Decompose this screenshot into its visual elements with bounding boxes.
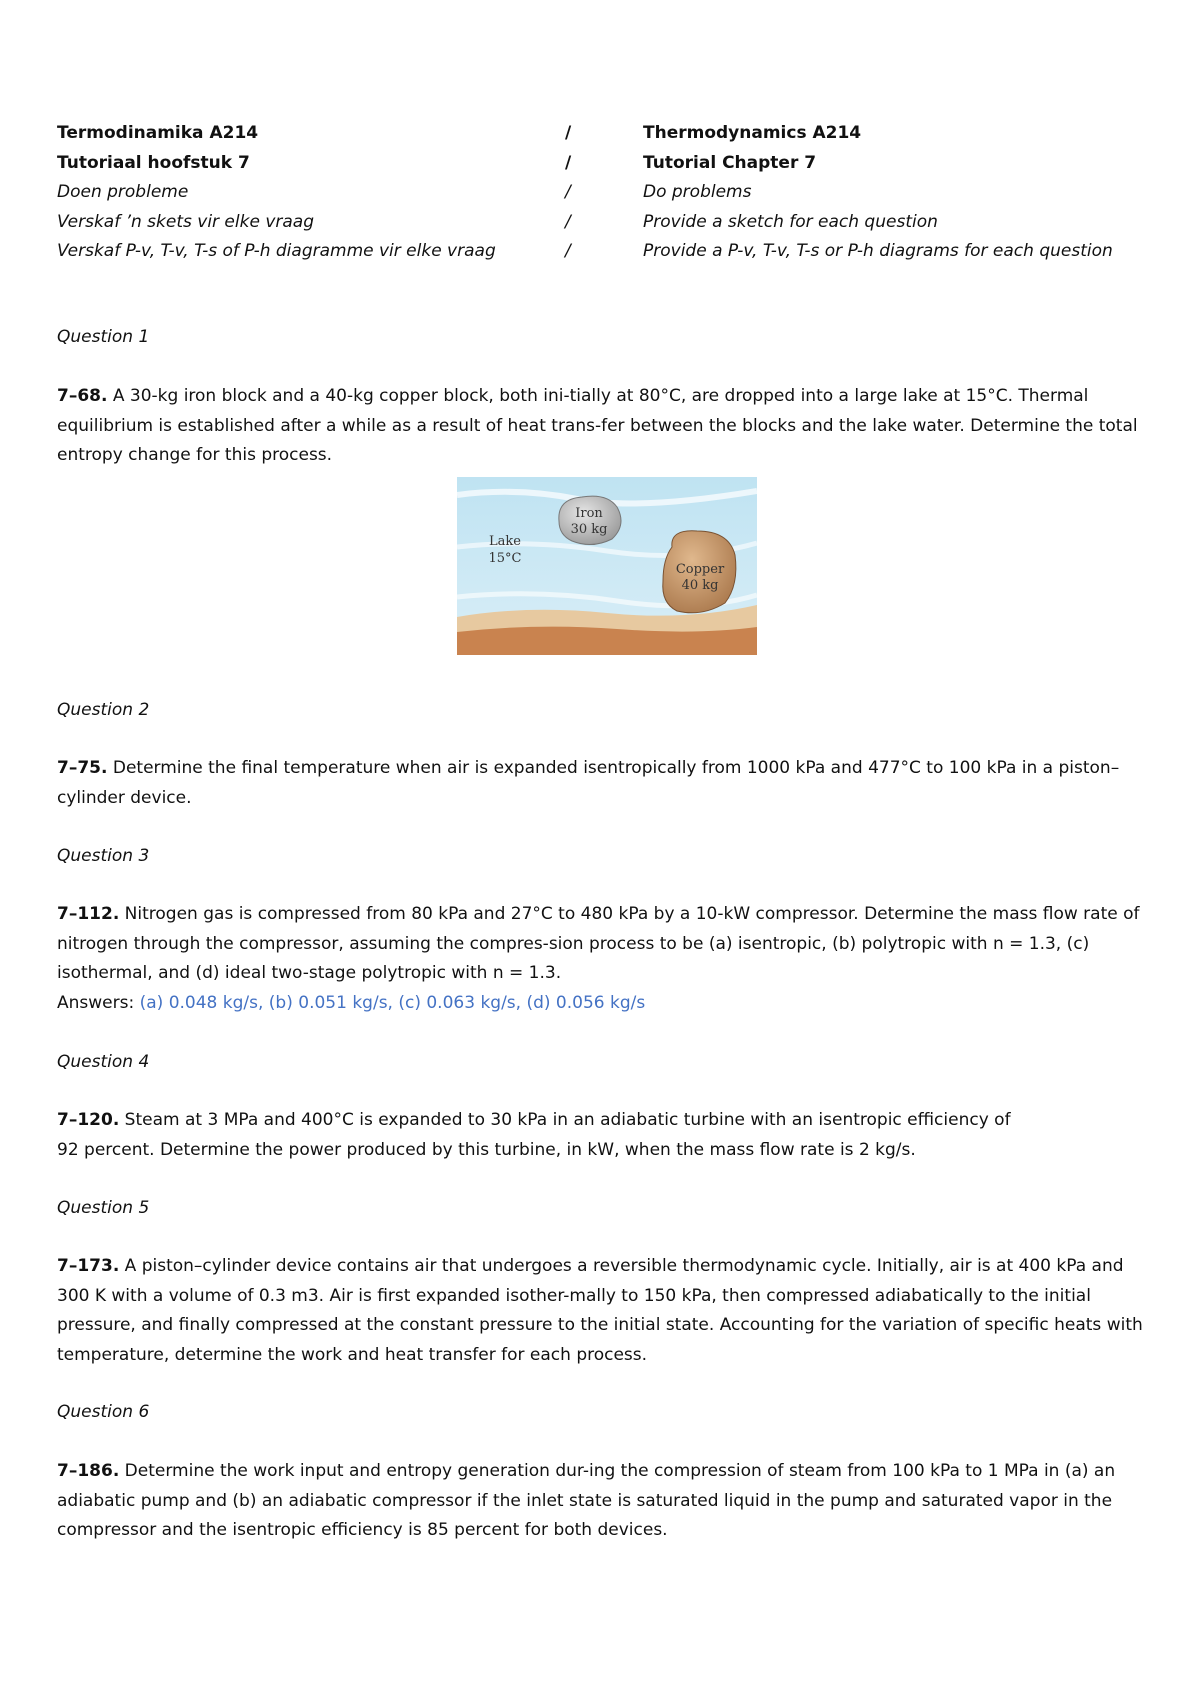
iron-mass-label: 30 kg — [570, 522, 608, 537]
question-3-body — [57, 900, 1157, 1018]
header-af-course: Termodinamika A214 — [57, 123, 259, 143]
header-slash: / — [565, 241, 571, 261]
header-slash: / — [565, 211, 571, 232]
question-6-body — [57, 1457, 1157, 1546]
header-en-diagrams: Provide a P-v, T-v, T-s or P-h diagrams for each question — [643, 241, 1113, 261]
question-1-label: Question 1 — [57, 327, 150, 347]
question-1-body — [57, 382, 1157, 471]
question-5-body — [57, 1252, 1157, 1370]
copper-mass-label: 40 kg — [681, 578, 719, 593]
question-4-body — [57, 1106, 1157, 1165]
question-1-text: A 30-kg iron block and a 40-kg copper block, both ini-tially at 80°C, are dropped into a large lake at 15°C. Thermal equilibrium is established after a while as a result of heat trans-fer between the blocks and the lake water. Determine the total entropy change for this process. — [57, 386, 1138, 465]
lake-blocks-figure — [457, 477, 757, 655]
question-5-text: A piston–cylinder device contains air that undergoes a reversible thermodynamic cycle. Initially, air is at 400 kPa and 300 K with a volume of 0.3 m3. Air is first expanded isother-mally to 150 kPa, then compressed adiabatically to the initial pressure, and finally compressed at the constant pressure to the initial state. Accounting for the variation of specific heats with temperature, determine the work and heat transfer for each process. — [57, 1256, 1143, 1365]
question-3-label: Question 3 — [57, 846, 150, 866]
lake-temp-label: 15°C — [488, 551, 522, 566]
header-slash: / — [565, 152, 572, 173]
question-2-text: Determine the final temperature when air is expanded isentropically from 1000 kPa and 477°C to 100 kPa in a piston– cylinder device. — [57, 758, 1120, 808]
question-4-text-continued: 92 percent. Determine the power produced by this turbine, in kW, when the mass flow rate is 2 kg/s. — [57, 1139, 916, 1160]
question-4-label: Question 4 — [57, 1052, 150, 1072]
header-slash: / — [565, 182, 571, 202]
header-en-sketch: Provide a sketch for each question — [643, 211, 938, 232]
question-4-text: Steam at 3 MPa and 400°C is expanded to 30 kPa in an adiabatic turbine with an isentropic efficiency of — [119, 1110, 1011, 1130]
question-2-number: 7–75. — [57, 758, 108, 778]
question-3-number: 7–112. — [57, 904, 120, 924]
question-5-number: 7–173. — [57, 1256, 120, 1276]
question-5-label: Question 5 — [57, 1198, 150, 1218]
lake-label: Lake — [489, 534, 521, 549]
header-slash: / — [565, 123, 572, 143]
question-2-body — [57, 754, 1157, 813]
header-row-problems — [57, 178, 1157, 208]
header-af-diagrams: Verskaf P-v, T-v, T-s of P-h diagramme vir elke vraag — [57, 241, 496, 261]
question-3-answers-label: Answers: — [57, 992, 140, 1013]
header-en-course: Thermodynamics A214 — [643, 123, 862, 143]
header-row-diagrams — [57, 237, 1157, 267]
question-6-label: Question 6 — [57, 1402, 150, 1422]
header-en-problems: Do problems — [643, 182, 752, 202]
header-af-sketch: Verskaf ’n skets vir elke vraag — [57, 211, 315, 232]
header-en-chapter: Tutorial Chapter 7 — [643, 152, 817, 173]
question-2-label: Question 2 — [57, 700, 150, 720]
header-row-sketch — [57, 208, 1157, 238]
question-6-number: 7–186. — [57, 1461, 120, 1481]
question-1-number: 7–68. — [57, 386, 108, 406]
header-row-course — [57, 119, 1157, 149]
header-row-chapter — [57, 149, 1157, 179]
iron-label: Iron — [575, 506, 603, 521]
bilingual-header — [57, 119, 1157, 267]
header-af-problems: Doen probleme — [57, 182, 189, 202]
question-3-text: Nitrogen gas is compressed from 80 kPa and 27°C to 480 kPa by a 10-kW compressor. Determine the mass flow rate of nitrogen through the compressor, assuming the compres-sion process to be (a) isentropic, (b) polytropic with n = 1.3, (c) isothermal, and (d) ideal two-stage polytropic with n = 1.3. — [57, 904, 1140, 983]
question-3-answers: (a) 0.048 kg/s, (b) 0.051 kg/s, (c) 0.063 kg/s, (d) 0.056 kg/s — [139, 992, 646, 1013]
question-6-text: Determine the work input and entropy generation dur-ing the compression of steam from 100 kPa to 1 MPa in (a) an adiabatic pump and (b) an adiabatic compressor if the inlet state is saturated liquid in the pump and saturated vapor in the compressor and the isentropic efficiency is 85 percent for both devices. — [57, 1461, 1116, 1540]
copper-label: Copper — [675, 562, 725, 577]
question-4-number: 7–120. — [57, 1110, 120, 1130]
header-af-chapter: Tutoriaal hoofstuk 7 — [57, 152, 250, 173]
